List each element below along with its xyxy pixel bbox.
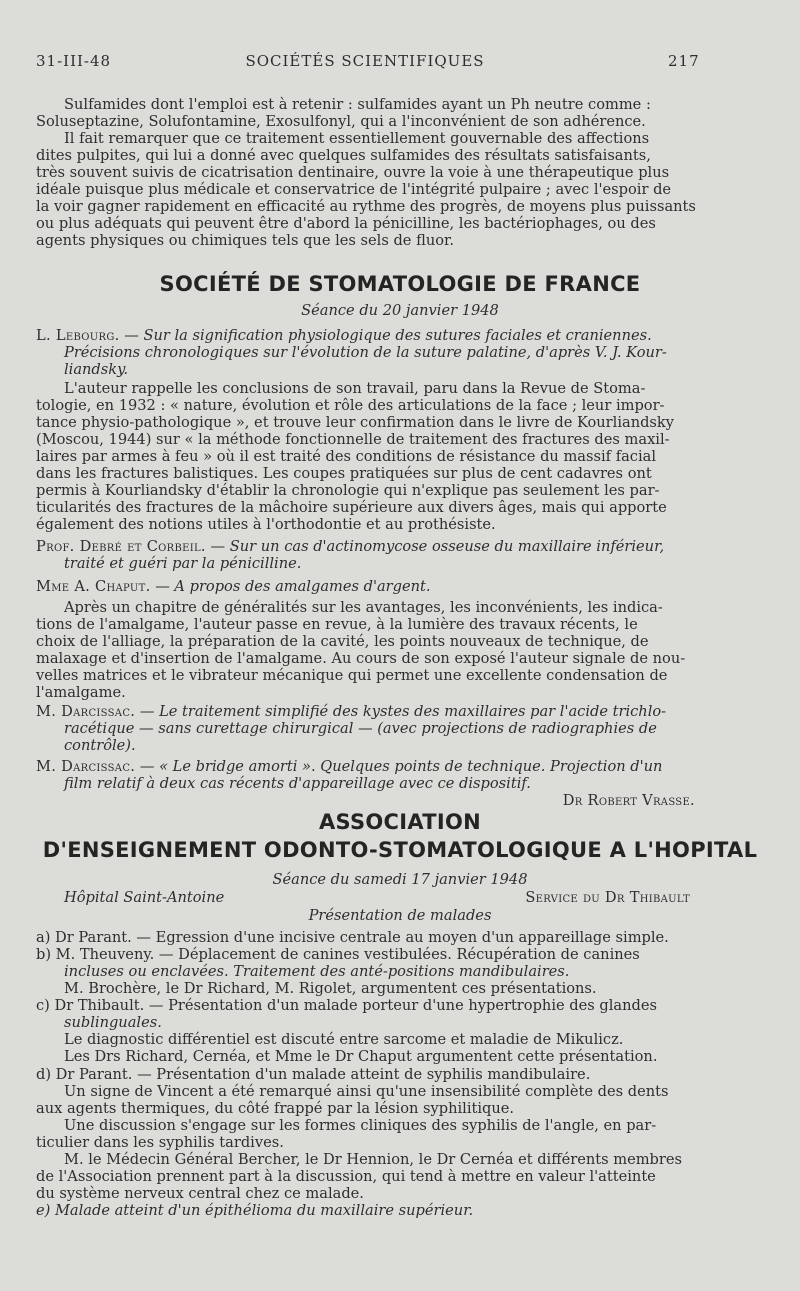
entry-title: liandsky. <box>64 361 129 378</box>
list-item: a) Dr Parant. — Egression d'une incisive centrale au moyen d'un appareillage simple. <box>36 929 669 946</box>
list-item: d) Dr Parant. — Présentation d'un malade atteint de syphilis mandibulaire. <box>36 1066 591 1083</box>
text-line: tions de l'amalgame, l'auteur passe en revue, à la lumière des travaux récents, le <box>36 616 638 633</box>
header-title: SOCIÉTÉS SCIENTIFIQUES <box>245 52 485 70</box>
text-line: dans les fractures balistiques. Les coupes pratiquées sur plus de cent cadavres ont <box>36 465 652 482</box>
hospital-name: Hôpital Saint-Antoine <box>64 889 225 906</box>
list-item: du système nerveux central chez ce malade. <box>36 1185 364 1202</box>
entry-title: « Le bridge amorti ». Quelques points de technique. Projection d'un <box>159 758 663 775</box>
text-line: laires par armes à feu » où il est traité des conditions de résistance du massif facial <box>36 448 656 465</box>
list-item: aux agents thermiques, du côté frappé par la lésion syphilitique. <box>36 1100 515 1117</box>
list-item: Une discussion s'engage sur les formes cliniques des syphilis de l'angle, en par- <box>64 1117 657 1134</box>
text-line: ou plus adéquats qui peuvent être d'abord la pénicilline, les bactériophages, ou des <box>36 215 656 232</box>
text-line: tance physio-pathologique », et trouve leur confirmation dans le livre de Kourliandsky <box>36 414 675 431</box>
service-name: Service du Dr Thibault <box>525 889 690 906</box>
text-line: Il fait remarquer que ce traitement essentiellement gouvernable des affections <box>64 130 650 147</box>
entry-title: contrôle). <box>64 737 136 754</box>
list-item: de l'Association prennent part à la discussion, qui tend à mettre en valeur l'atteinte <box>36 1168 656 1185</box>
entry-title: Le traitement simplifié des kystes des maxillaires par l'acide trichlo- <box>159 703 667 720</box>
text-line: permis à Kourliandsky d'établir la chronologie qui n'explique pas seulement les par- <box>36 482 660 499</box>
text-line: Sulfamides dont l'emploi est à retenir : sulfamides ayant un Ph neutre comme : <box>64 96 651 113</box>
text-line: également des notions utiles à l'orthodontie et au prothésiste. <box>36 516 496 533</box>
text-line: la voir gagner rapidement en efficacité au rythme des progrès, de moyens plus puissants <box>36 198 696 215</box>
list-item: incluses ou enclavées. Traitement des anté-positions mandibulaires. <box>64 963 570 980</box>
page-number: 217 <box>668 52 700 70</box>
text-line: agents physiques ou chimiques tels que les sels de fluor. <box>36 232 455 249</box>
text-line: velles matrices et le vibrateur mécanique qui permet une excellente condensation de <box>36 667 668 684</box>
entry-title: Sur la signification physiologique des sutures faciales et craniennes. <box>143 327 652 344</box>
entry-title: A propos des amalgames d'argent. <box>174 578 431 595</box>
list-item: Les Drs Richard, Cernéa, et Mme le Dr Chaput argumentent cette présentation. <box>64 1048 658 1065</box>
list-item: M. le Médecin Général Bercher, le Dr Hennion, le Dr Cernéa et différents membres <box>64 1151 682 1168</box>
text-line: (Moscou, 1944) sur « la méthode fonctionnelle de traitement des fractures des maxil- <box>36 431 670 448</box>
text-line: L'auteur rappelle les conclusions de son travail, paru dans la Revue de Stoma- <box>64 380 646 397</box>
signature: Dr Robert Vrasse. <box>562 792 695 809</box>
list-item: c) Dr Thibault. — Présentation d'un malade porteur d'une hypertrophie des glandes <box>36 997 657 1014</box>
section-title: ASSOCIATION <box>318 810 482 834</box>
text-line: Après un chapitre de généralités sur les avantages, les inconvénients, les indica- <box>64 599 663 616</box>
list-item: sublinguales. <box>64 1014 162 1031</box>
text-line: choix de l'alliage, la préparation de la cavité, les points nouveaux de technique, de <box>36 633 649 650</box>
entry-title: film relatif à deux cas récents d'appareillage avec ce dispositif. <box>64 775 531 792</box>
document-page: 31-III-48 SOCIÉTÉS SCIENTIFIQUES 217 Sulfamides dont l'emploi est à retenir : sulfamides ayant un Ph neutre comme : Soluseptazine, Solufontamine, Exosulfonyl, qui a l'inconvénient de son adhérence. Il fait remarquer que ce traitement essentiellement gouvernable des affections dites pulpites, qui lui a donné avec quelques sulfamides des résultats satisfaisants, très souvent suivis de cicatrisation dentinaire, ouvre la voie à une thérapeutique plus idéale puisque plus médicale et conservatrice de l'intégrité pulpaire ; avec l'espoir de la voir gagner rapidement en efficacité au rythme des progrès, de moyens plus puissants ou plus adéquats qui peuvent être d'abord la pénicilline, les bactériophages, ou des agents physiques ou chimiques tels que les sels de fluor. SOCIÉTÉ DE STOMATOLOGIE DE FRANCE Séance du 20 janvier 1948 L. Lebourg. — Sur la signification physiologique des sutures faciales et craniennes. Précisions chronologiques sur l'évolution de la suture palatine, d'après V. J. Kour- liandsky. L'auteur rappelle les conclusions de son travail, paru dans la Revue de Stoma- tologie, en 1932 : « nature, évolution et rôle des articulations de la face ; leur impor- tance physio-pathologique », et trouve leur confirmation dans le livre de Kourliandsky (Moscou, 1944) sur « la méthode fonctionnelle de traitement des fractures des maxil- laires par armes à feu » où il est traité des conditions de résistance du massif facial dans les fractures balistiques. Les coupes pratiquées sur plus de cent cadavres ont permis à Kourliandsky d'établir la chronologie qui n'explique pas seulement les par- ticularités des fractures de la mâchoire supérieure aux divers âges, mais qui apporte également des notions utiles à l'orthodontie et au prothésiste. Prof. Debré et Corbeil. — Sur un cas d'actinomycose osseuse du maxillaire inférieur, traité et guéri par la pénicilline. Mme A. Chaput. — A propos des amalgames d'argent. Après un chapitre de généralités sur les avantages, les inconvénients, les indica- tions de l'amalgame, l'auteur passe en revue, à la lumière des travaux récents, le choix de l'alliage, la préparation de la cavité, les points nouveaux de technique, de malaxage et d'insertion de l'amalgame. Au cours de son exposé l'auteur signale de nou- velles matrices et le vibrateur mécanique qui permet une excellente condensation de l'amalgame. M. Darcissac. — Le traitement simplifié des kystes des maxillaires par l'acide trichlo- racétique — sans curettage chirurgical — (avec projections de radiographies de contrôle). M. Darcissac. — « Le bridge amorti ». Quelques points de technique. Projection d'un film relatif à deux cas récents d'appareillage avec ce dispositif. Dr Robert Vrasse. ASSOCIATION D'ENSEIGNEMENT ODONTO-STOMATOLOGIQUE A L'HOPITAL Séance du samedi 17 janvier 1948 Hôpital Saint-Antoine Service du Dr Thibault Présentation de malades a) Dr Parant. — Egression d'une incisive centrale au moyen d'un appareillage simple. b) M. Theuveny. — Déplacement de canines vestibulées. Récupération de canines incluses ou enclavées. Traitement des anté-positions mandibulaires. M. Brochère, le Dr Richard, M. Rigolet, argumentent ces présentations. c) Dr Thibault. — Présentation d'un malade porteur d'une hypertrophie des glandes sublinguales. Le diagnostic différentiel est discuté entre sarcome et maladie de Mikulicz. Les Drs Richard, Cernéa, et Mme le Dr Chaput argumentent cette présentation. d) Dr Parant. — Présentation d'un malade atteint de syphilis mandibulaire. Un signe de Vincent a été remarqué ainsi qu'une insensibilité complète des dents aux agents thermiques, du côté frappé par la lésion syphilitique. Une discussion s'engage sur les formes cliniques des syphilis de l'angle, en par- ticulier dans les syphilis tardives. M. le Médecin Général Bercher, le Dr Hennion, le Dr Cernéa et différents membres de l'Association prennent part à la discussion, qui tend à mettre en valeur l'atteinte du système nerveux central chez ce malade. e) Malade atteint d'un épithélioma du maxillaire supérieur. <box>0 0 800 1291</box>
list-item: ticulier dans les syphilis tardives. <box>36 1134 284 1151</box>
list-item: e) Malade atteint d'un épithélioma du maxillaire supérieur. <box>36 1202 474 1219</box>
list-item: Le diagnostic différentiel est discuté entre sarcome et maladie de Mikulicz. <box>64 1031 624 1048</box>
text-line: tologie, en 1932 : « nature, évolution et rôle des articulations de la face ; leur impor- <box>36 397 665 414</box>
text-line: ticularités des fractures de la mâchoire supérieure aux divers âges, mais qui apporte <box>36 499 667 516</box>
text-line: idéale puisque plus médicale et conservatrice de l'intégrité pulpaire ; avec l'espoir de <box>36 181 672 198</box>
text-line: Soluseptazine, Solufontamine, Exosulfonyl, qui a l'inconvénient de son adhérence. <box>36 113 646 130</box>
entry-title: traité et guéri par la pénicilline. <box>64 555 302 572</box>
entry-title: racétique — sans curettage chirurgical — (avec projections de radiographies de <box>64 720 657 737</box>
subtitle: Présentation de malades <box>308 907 492 924</box>
text-line: très souvent suivis de cicatrisation dentinaire, ouvre la voie à une thérapeutique plus <box>36 164 670 181</box>
entry-title: Précisions chronologiques sur l'évolution de la suture palatine, d'après V. J. Kour- <box>64 344 667 361</box>
entry-author: M. Darcissac. <box>36 758 136 775</box>
text-line: malaxage et d'insertion de l'amalgame. Au cours de son exposé l'auteur signale de nou- <box>36 650 686 667</box>
list-item: b) M. Theuveny. — Déplacement de canines vestibulées. Récupération de canines <box>36 946 640 963</box>
entry-author: L. Lebourg. <box>36 327 120 344</box>
session-date: Séance du samedi 17 janvier 1948 <box>272 871 528 888</box>
entry-author: Prof. Debré et Corbeil. <box>36 538 206 555</box>
text-line: dites pulpites, qui lui a donné avec quelques sulfamides des résultats satisfaisants, <box>36 147 651 164</box>
entry-title: Sur un cas d'actinomycose osseuse du maxillaire inférieur, <box>229 538 665 555</box>
header-date: 31-III-48 <box>36 52 112 70</box>
list-item: Un signe de Vincent a été remarqué ainsi qu'une insensibilité complète des dents <box>64 1083 669 1100</box>
entry-author: M. Darcissac. <box>36 703 136 720</box>
section-title: SOCIÉTÉ DE STOMATOLOGIE DE FRANCE <box>159 272 641 296</box>
section-title: D'ENSEIGNEMENT ODONTO-STOMATOLOGIQUE A L'HOPITAL <box>42 838 758 862</box>
list-item: M. Brochère, le Dr Richard, M. Rigolet, argumentent ces présentations. <box>64 980 597 997</box>
entry-author: Mme A. Chaput. <box>36 578 151 595</box>
session-date: Séance du 20 janvier 1948 <box>301 302 499 319</box>
text-line: l'amalgame. <box>36 684 126 701</box>
